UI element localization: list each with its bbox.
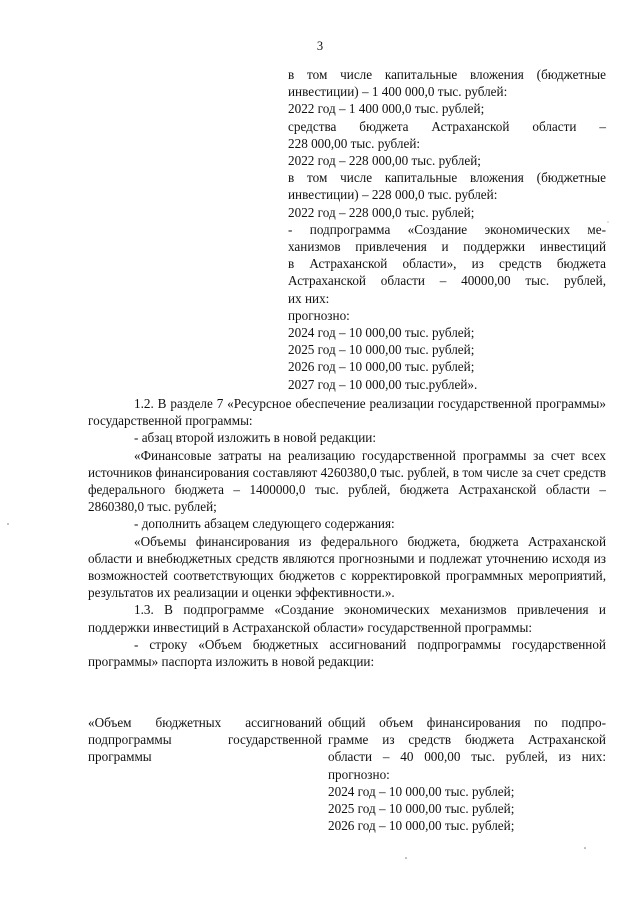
- right-column-line: 2025 год – 10 000,00 тыс. рублей;: [288, 342, 475, 358]
- right-column-line: инвестиции) – 1 400 000,0 тыс. рублей:: [288, 84, 508, 100]
- table-right-line: 2024 год – 10 000,00 тыс. рублей;: [328, 783, 515, 799]
- paragraph-section-1-3: 1.3. В подпрограмме «Создание экономических механизмов привлечения и поддержки инвестиций в Астраханской области» государственной программы:: [88, 602, 606, 635]
- table-right-line: грамме из средств бюджета Астраханской: [328, 732, 606, 748]
- paragraph-instruction-3: - строку «Объем бюджетных ассигнований подпрограммы государственной программы» паспорта изложить в новой редакции:: [88, 636, 606, 670]
- right-column-line: 2026 год – 10 000,00 тыс. рублей;: [288, 359, 475, 375]
- right-column-line: Астраханской области – 40000,00 тыс. рублей,: [288, 273, 606, 289]
- right-column-line: 2022 год – 228 000,00 тыс. рублей;: [288, 153, 481, 169]
- right-column-text: [288, 66, 606, 393]
- right-column-line: прогнозно:: [288, 307, 350, 323]
- table-right-line: 2025 год – 10 000,00 тыс. рублей;: [328, 801, 515, 817]
- right-column-line: в том числе капитальные вложения (бюджетные: [288, 170, 606, 186]
- table-left-cell: «Объем бюджетных ассигнований подпрограммы государственной программы: [88, 715, 322, 765]
- page-number: 3: [316, 39, 324, 53]
- right-column-line: средства бюджета Астраханской области –: [288, 118, 606, 134]
- table-right-cell: [328, 714, 606, 834]
- table-right-line: области – 40 000,00 тыс. рублей, из них:: [328, 749, 606, 765]
- right-column-line: 2022 год – 1 400 000,0 тыс. рублей;: [288, 101, 485, 117]
- right-column-line: их них:: [288, 290, 330, 306]
- paragraph-instruction-2: - дополнить абзацем следующего содержания:: [134, 516, 395, 532]
- right-column-line: 2022 год – 228 000,0 тыс. рублей;: [288, 204, 475, 220]
- right-column-line: 228 000,00 тыс. рублей:: [288, 135, 421, 151]
- table-right-line: прогнозно:: [328, 766, 390, 782]
- table-right-line: 2026 год – 10 000,00 тыс. рублей;: [328, 818, 515, 834]
- paragraph-volume-quote: «Объемы финансирования из федерального бюджета, бюджета Астраханской области и внебюджетных средств являются прогнозными и подлежат уточнению исходя из возможностей соответствующих бюджетов с корректировкой программных мероприятий, результатов их реализации и оценки эффективности.».: [88, 533, 606, 601]
- right-column-line: ханизмов привлечения и поддержки инвестиций: [288, 239, 606, 255]
- paragraph-section-1-2: 1.2. В разделе 7 «Ресурсное обеспечение реализации государственной программы» государственной программы:: [88, 396, 606, 429]
- right-column-line: инвестиции) – 228 000,0 тыс. рублей:: [288, 187, 498, 203]
- right-column-line: в том числе капитальные вложения (бюджетные: [288, 67, 606, 82]
- right-column-line: - подпрограмма «Создание экономических ме-: [288, 221, 606, 237]
- table-right-line: общий объем финансирования по подпро-: [328, 715, 606, 730]
- main-text: [88, 395, 606, 670]
- right-column-line: 2024 год – 10 000,00 тыс. рублей;: [288, 325, 475, 341]
- right-column-line: в Астраханской области», из средств бюджета: [288, 256, 606, 272]
- paragraph-instruction-1: - абзац второй изложить в новой редакции:: [134, 430, 376, 446]
- paragraph-financing-quote: «Финансовые затраты на реализацию государственной программы за счет всех источников финансирования составляют 4260380,0 тыс. рублей, в том числе за счет средств федерального бюджета – 1400000,0 тыс. рублей, бюджета Астраханской области – 2860380,0 тыс. рублей;: [88, 447, 606, 515]
- right-column-line: 2027 год – 10 000,00 тыс.рублей».: [288, 376, 478, 392]
